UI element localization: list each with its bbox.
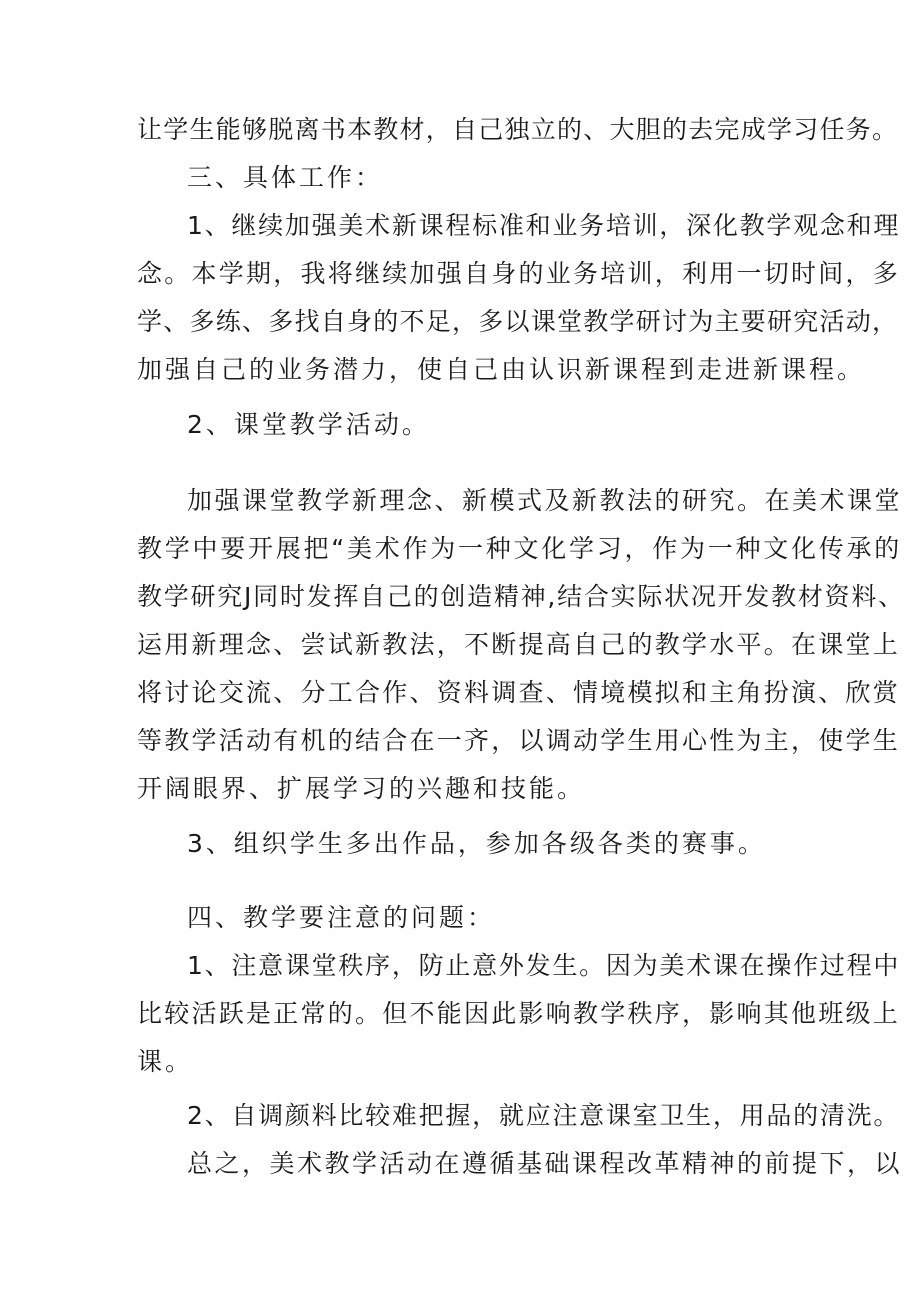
item-heading-3: 3、组织学生多出作品，参加各级各类的赛事。 — [187, 829, 766, 858]
text-line-8: 加强课堂教学新理念、新模式及新教法的研究。在美术课堂 — [187, 486, 903, 515]
text-line-18: 比较活跃是正常的。但不能因此影响教学秩序，影响其他班级上 — [137, 999, 901, 1028]
section-heading-3: 三、具体工作： — [187, 163, 384, 192]
text-line-14: 开阔眼界、扩展学习的兴趣和技能。 — [137, 774, 586, 803]
text-line-13: 等教学活动有机的结合在一齐，以调动学生用心性为主，使学生 — [137, 726, 901, 755]
section-heading-4: 四、教学要注意的问题： — [187, 903, 496, 932]
text-line-5: 学、多练、多找自身的不足，多以课堂教学研讨为主要研究活动， — [137, 307, 899, 336]
item-heading-2: 2、课堂教学活动。 — [187, 410, 430, 439]
text-line-10: 教学研究J同时发挥自己的创造精神,结合实际状况开发教材资料、 — [137, 582, 905, 611]
text-line-1: 让学生能够脱离书本教材，自己独立的、大胆的去完成学习任务。 — [137, 115, 899, 144]
text-line-12: 将讨论交流、分工合作、资料调查、情境模拟和主角扮演、欣赏 — [137, 678, 901, 707]
text-line-19: 课。 — [137, 1047, 194, 1076]
text-line-20: 2、自调颜料比较难把握，就应注意课室卫生，用品的清洗。 — [187, 1101, 901, 1130]
text-line-3: 1、继续加强美术新课程标准和业务培训，深化教学观念和理 — [187, 211, 901, 240]
text-line-4: 念。本学期，我将继续加强自身的业务培训，利用一切时间，多 — [137, 259, 901, 288]
text-line-6: 加强自己的业务潜力，使自己由认识新课程到走进新课程。 — [137, 355, 866, 384]
text-line-21: 总之，美术教学活动在遵循基础课程改革精神的前提下，以 — [187, 1149, 903, 1178]
text-line-11: 运用新理念、尝试新教法，不断提高自己的教学水平。在课堂上 — [137, 630, 901, 659]
text-line-17: 1、注意课堂秩序，防止意外发生。因为美术课在操作过程中 — [187, 951, 901, 980]
text-line-9: 教学中要开展把“美术作为一种文化学习，作为一种文化传承的 — [137, 534, 902, 563]
